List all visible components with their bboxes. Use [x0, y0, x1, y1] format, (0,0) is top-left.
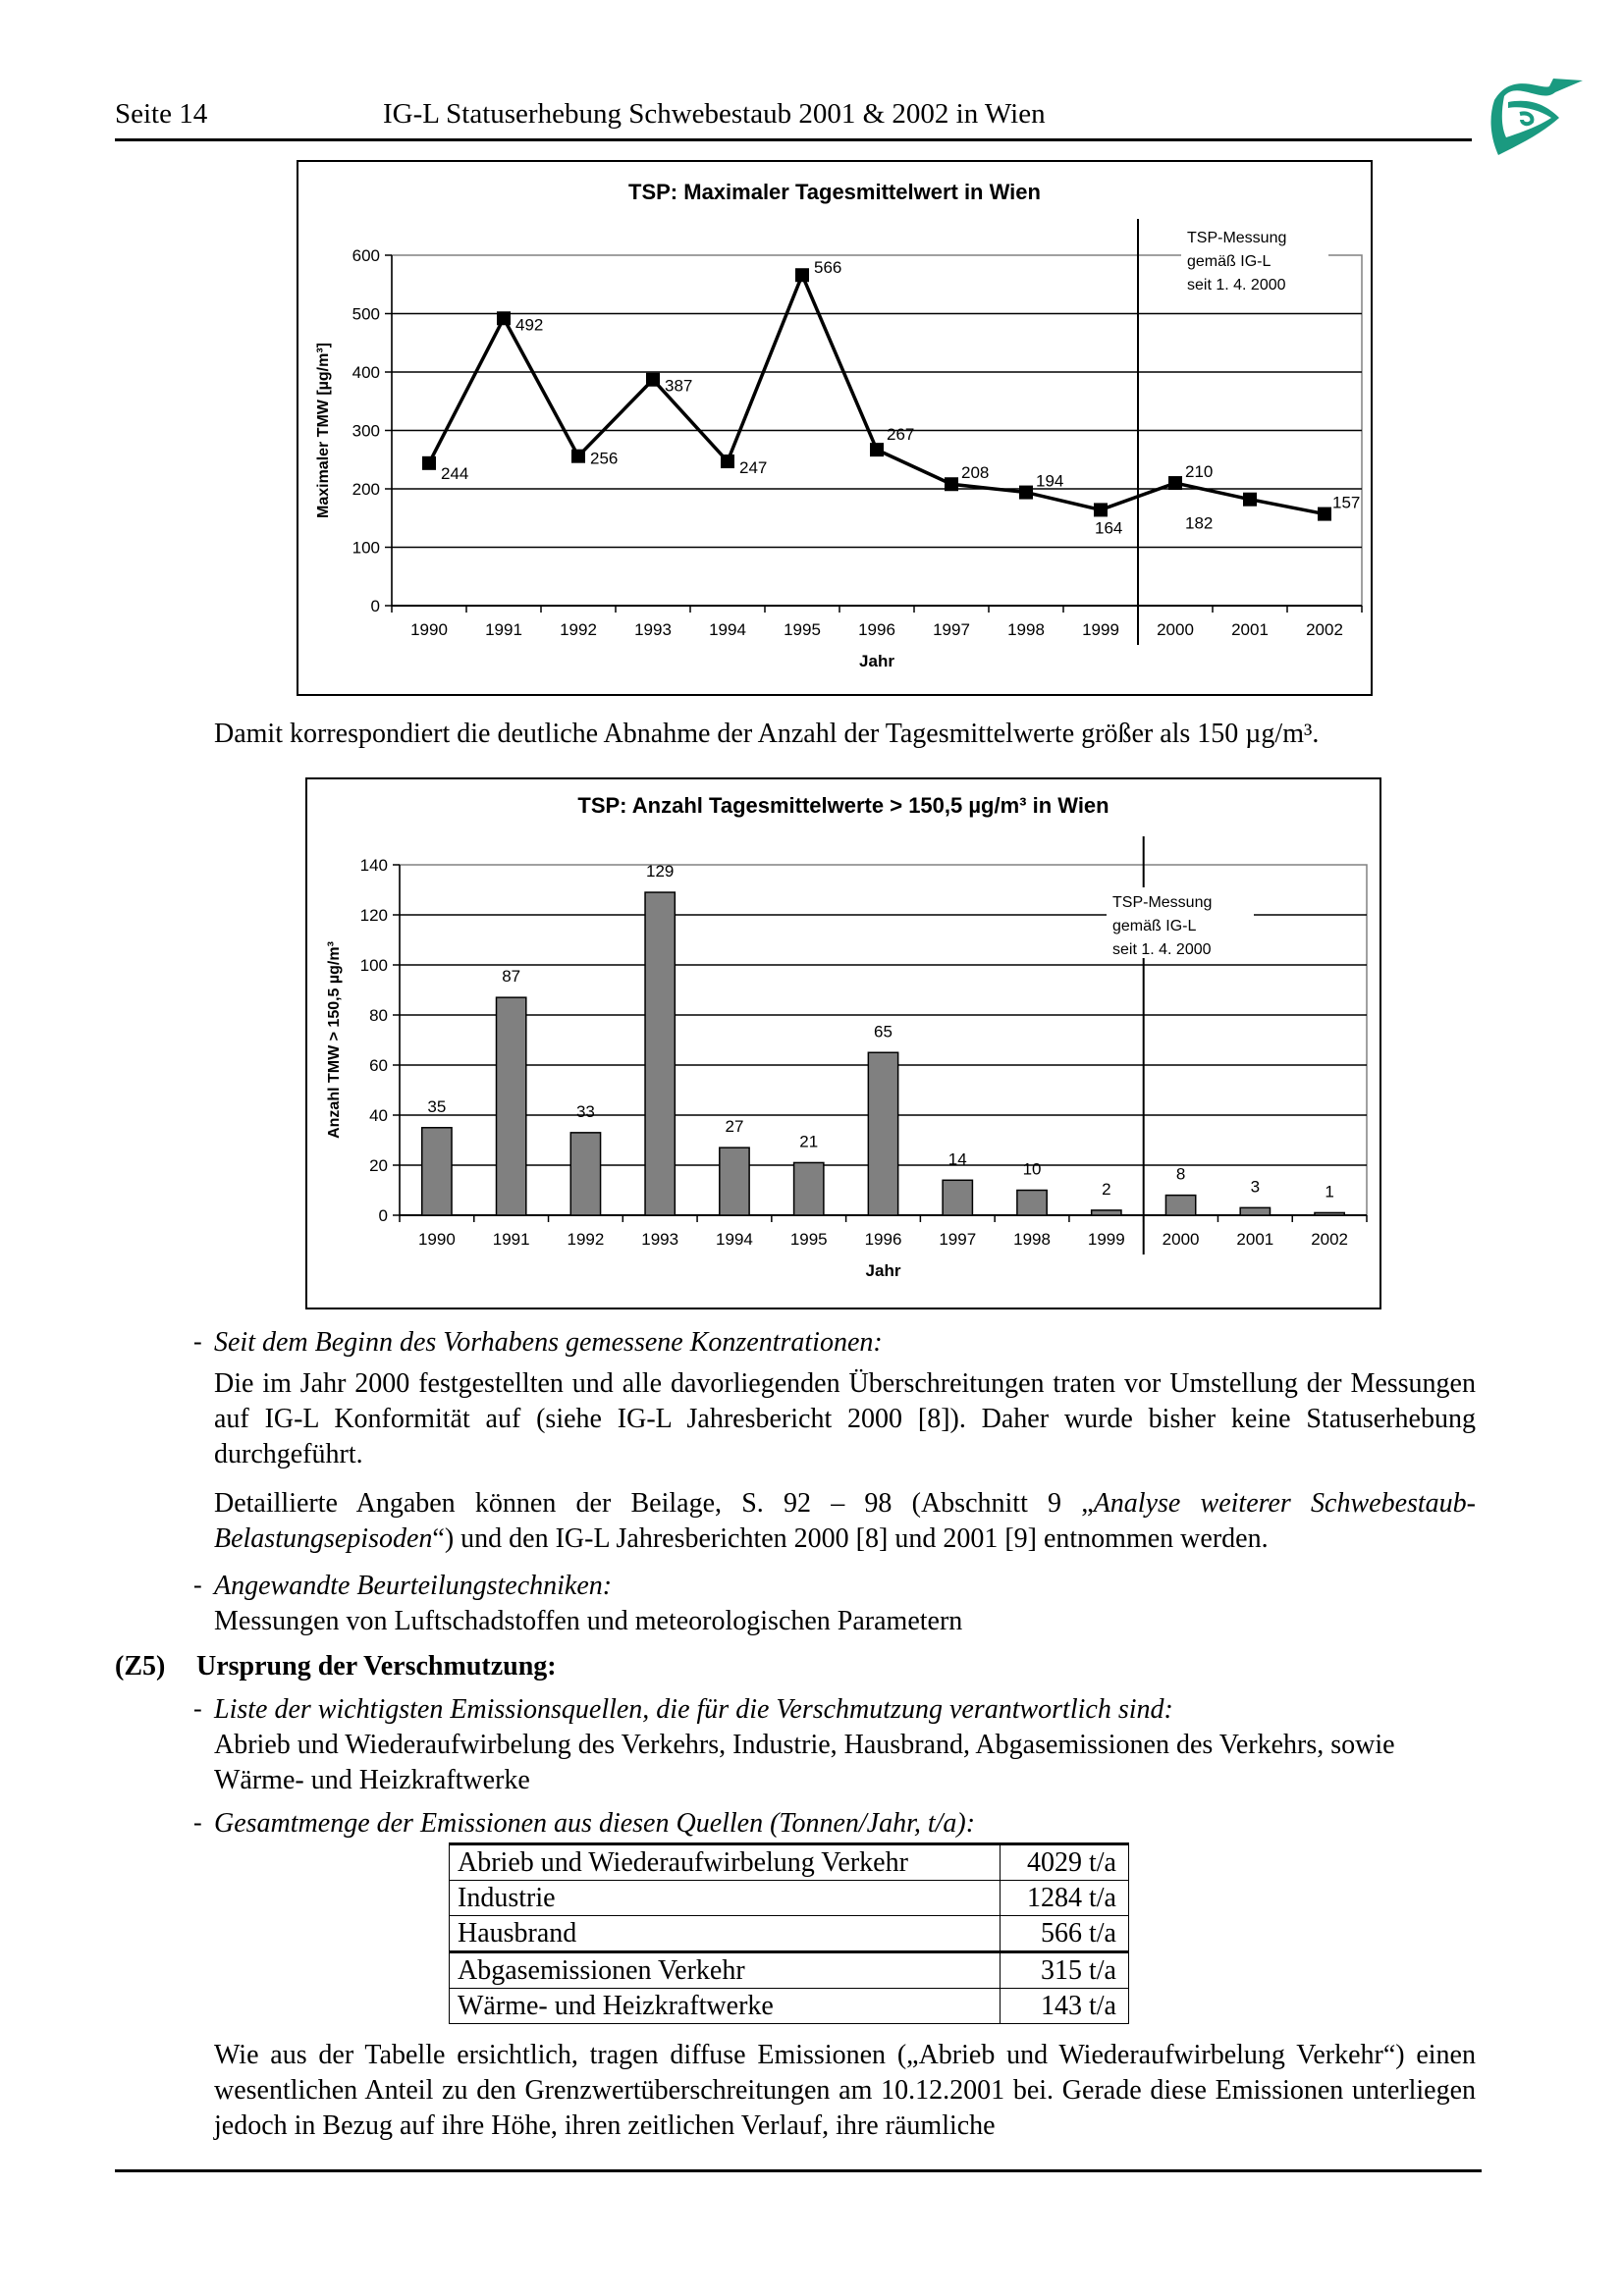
svg-text:182: 182	[1185, 513, 1214, 533]
bullet-dot: -	[193, 1327, 202, 1356]
svg-text:1996: 1996	[858, 620, 895, 639]
svg-text:1991: 1991	[485, 620, 522, 639]
svg-text:Anzahl TMW > 150,5 µg/m³: Anzahl TMW > 150,5 µg/m³	[326, 941, 343, 1139]
svg-text:1991: 1991	[492, 1230, 530, 1249]
bullet-dot: -	[193, 1808, 202, 1837]
svg-text:60: 60	[369, 1056, 388, 1075]
svg-text:1994: 1994	[716, 1230, 753, 1249]
svg-text:1992: 1992	[560, 620, 597, 639]
svg-text:1998: 1998	[1007, 620, 1045, 639]
svg-text:14: 14	[947, 1149, 967, 1169]
svg-text:300: 300	[352, 421, 380, 441]
source-cell: Industrie	[450, 1881, 1001, 1916]
svg-text:600: 600	[352, 246, 380, 265]
bullet-heading-techniques: Angewandte Beurteilungstechniken:	[214, 1571, 613, 1601]
green-eye-logo-icon	[1473, 61, 1591, 164]
svg-text:1997: 1997	[939, 1230, 977, 1249]
source-cell: Abgasemissionen Verkehr	[450, 1952, 1001, 1989]
svg-text:TSP-Messung: TSP-Messung	[1187, 230, 1287, 246]
svg-text:2: 2	[1102, 1179, 1111, 1199]
table-row	[450, 1989, 1129, 2024]
svg-text:10: 10	[1022, 1159, 1042, 1179]
page-number: Seite 14	[115, 98, 208, 130]
svg-text:2001: 2001	[1236, 1230, 1274, 1249]
section-number: (Z5)	[115, 1651, 166, 1682]
svg-text:gemäß IG-L: gemäß IG-L	[1187, 253, 1271, 270]
svg-text:1: 1	[1325, 1182, 1334, 1201]
footer-rule	[115, 2169, 1482, 2172]
source-cell: Abrieb und Wiederaufwirbelung Verkehr	[450, 1844, 1001, 1881]
svg-text:200: 200	[352, 480, 380, 499]
svg-text:400: 400	[352, 363, 380, 382]
svg-text:500: 500	[352, 304, 380, 324]
bullet-dot: -	[193, 1694, 202, 1723]
paragraph-details	[214, 1486, 1476, 1557]
svg-text:100: 100	[359, 956, 388, 975]
bar-chart-plot	[307, 779, 1380, 1308]
svg-text:194: 194	[1036, 471, 1064, 491]
svg-text:120: 120	[359, 906, 388, 925]
svg-text:100: 100	[352, 538, 380, 558]
svg-text:1999: 1999	[1082, 620, 1119, 639]
value-cell: 1284 t/a	[1001, 1881, 1129, 1916]
bar-chart-exceedance-count	[305, 777, 1381, 1309]
svg-text:566: 566	[814, 258, 842, 278]
emissions-table	[449, 1842, 1129, 2024]
svg-text:8: 8	[1175, 1164, 1186, 1184]
intro-sentence: Damit korrespondiert die deutliche Abnahme der Anzahl der Tagesmittelwerte größer als 150 µg/m³.	[214, 719, 1320, 749]
svg-text:140: 140	[359, 856, 388, 875]
svg-text:2000: 2000	[1162, 1230, 1200, 1249]
svg-text:157: 157	[1332, 493, 1361, 512]
document-title: IG-L Statuserhebung Schwebestaub 2001 & 2002 in Wien	[383, 98, 1046, 130]
value-cell: 4029 t/a	[1001, 1844, 1129, 1881]
line-chart-max-daily-mean	[297, 160, 1373, 696]
value-cell: 143 t/a	[1001, 1989, 1129, 2024]
header-rule	[115, 138, 1472, 141]
source-cell: Hausbrand	[450, 1916, 1001, 1952]
bullet-heading-total-emissions: Gesamtmenge der Emissionen aus diesen Quellen (Tonnen/Jahr, t/a):	[214, 1808, 976, 1839]
svg-text:1993: 1993	[641, 1230, 679, 1249]
svg-text:1990: 1990	[410, 620, 448, 639]
svg-text:1994: 1994	[709, 620, 746, 639]
svg-text:244: 244	[441, 463, 469, 483]
svg-text:1999: 1999	[1087, 1230, 1125, 1249]
svg-text:65: 65	[874, 1022, 893, 1041]
svg-text:1992: 1992	[567, 1230, 605, 1249]
svg-text:33: 33	[575, 1101, 595, 1121]
svg-text:256: 256	[590, 449, 619, 468]
closing-paragraph: Wie aus der Tabelle ersichtlich, tragen diffuse Emissionen („Abrieb und Wiederaufwirbelung Verkehr“) einen wesentlichen Anteil zu den Grenzwertüberschreitungen am 10.12.2001 bei. Gerade diese Emissionen unterliegen jedoch in Bezug auf ihre Höhe, ihren zeitlichen Verlauf, ihre räumliche	[214, 2040, 1476, 2141]
bullet-heading-concentrations: Seit dem Beginn des Vorhabens gemessene Konzentrationen:	[214, 1327, 883, 1358]
svg-text:1990: 1990	[417, 1230, 456, 1249]
details-section-title: Analyse weiterer Schwebestaub-Belastungsepisoden	[214, 1488, 1476, 1554]
svg-text:267: 267	[887, 425, 915, 445]
svg-text:0: 0	[378, 1206, 388, 1225]
svg-text:40: 40	[369, 1106, 388, 1125]
value-cell: 566 t/a	[1001, 1916, 1129, 1952]
svg-text:2000: 2000	[1157, 620, 1194, 639]
details-text-start: Detaillierte Angaben können der Beilage, S. 92 – 98 (Abschnitt 9 „	[214, 1488, 1094, 1519]
svg-text:0: 0	[370, 597, 380, 615]
svg-text:Jahr: Jahr	[859, 652, 894, 670]
sources-text: Abrieb und Wiederaufwirbelung des Verkehrs, Industrie, Hausbrand, Abgasemissionen des Verkehrs, sowie Wärme- und Heizkraftwerke	[214, 1730, 1395, 1795]
value-cell: 315 t/a	[1001, 1952, 1129, 1989]
techniques-text: Messungen von Luftschadstoffen und meteorologischen Parametern	[214, 1606, 963, 1636]
svg-text:1995: 1995	[789, 1230, 828, 1249]
svg-text:1997: 1997	[933, 620, 970, 639]
svg-text:Jahr: Jahr	[865, 1261, 901, 1280]
svg-text:21: 21	[799, 1132, 819, 1151]
section-title: Ursprung der Verschmutzung:	[196, 1651, 557, 1682]
svg-text:seit 1. 4. 2000: seit 1. 4. 2000	[1187, 277, 1286, 294]
table-row	[450, 1881, 1129, 1916]
svg-text:35: 35	[427, 1096, 447, 1116]
svg-text:27: 27	[725, 1117, 744, 1137]
svg-text:80: 80	[369, 1006, 388, 1025]
svg-text:87: 87	[502, 967, 521, 987]
svg-text:1993: 1993	[634, 620, 672, 639]
svg-text:208: 208	[961, 463, 990, 483]
svg-text:Maximaler TMW [µg/m³]: Maximaler TMW [µg/m³]	[315, 342, 332, 519]
svg-text:20: 20	[369, 1156, 388, 1175]
svg-text:129: 129	[646, 862, 675, 881]
svg-text:2001: 2001	[1231, 620, 1269, 639]
line-chart-plot	[298, 162, 1371, 694]
table-row	[450, 1916, 1129, 1952]
svg-text:TSP-Messung: TSP-Messung	[1112, 894, 1213, 911]
svg-text:210: 210	[1185, 462, 1214, 482]
paragraph-exceedances: Die im Jahr 2000 festgestellten und alle davorliegenden Überschreitungen traten vor Umstellung der Messungen auf IG-L Konformität auf (siehe IG-L Jahresbericht 2000 [8]). Daher wurde bisher keine Statuserhebung durchgeführt.	[214, 1368, 1476, 1469]
chart-title: TSP: Anzahl Tagesmittelwerte > 150,5 µg/m³ in Wien	[577, 793, 1109, 818]
table-row	[450, 1952, 1129, 1989]
details-text-end: “) und den IG-L Jahresberichten 2000 [8] und 2001 [9] entnommen werden.	[432, 1523, 1269, 1554]
svg-text:492: 492	[515, 315, 544, 335]
svg-text:164: 164	[1095, 518, 1123, 538]
svg-text:1995: 1995	[784, 620, 821, 639]
svg-text:2002: 2002	[1306, 620, 1343, 639]
svg-text:387: 387	[665, 376, 693, 396]
source-cell: Wärme- und Heizkraftwerke	[450, 1989, 1001, 2024]
svg-text:2002: 2002	[1311, 1230, 1349, 1249]
svg-text:1998: 1998	[1013, 1230, 1051, 1249]
svg-text:seit 1. 4. 2000: seit 1. 4. 2000	[1112, 941, 1212, 958]
bullet-heading-sources: Liste der wichtigsten Emissionsquellen, die für die Verschmutzung verantwortlich sind:	[214, 1694, 1173, 1725]
svg-text:3: 3	[1250, 1177, 1261, 1197]
svg-text:1996: 1996	[864, 1230, 902, 1249]
svg-text:gemäß IG-L: gemäß IG-L	[1112, 918, 1197, 934]
svg-text:247: 247	[739, 458, 768, 478]
table-row	[450, 1844, 1129, 1881]
chart-title: TSP: Maximaler Tagesmittelwert in Wien	[628, 180, 1041, 204]
bullet-dot: -	[193, 1571, 202, 1599]
